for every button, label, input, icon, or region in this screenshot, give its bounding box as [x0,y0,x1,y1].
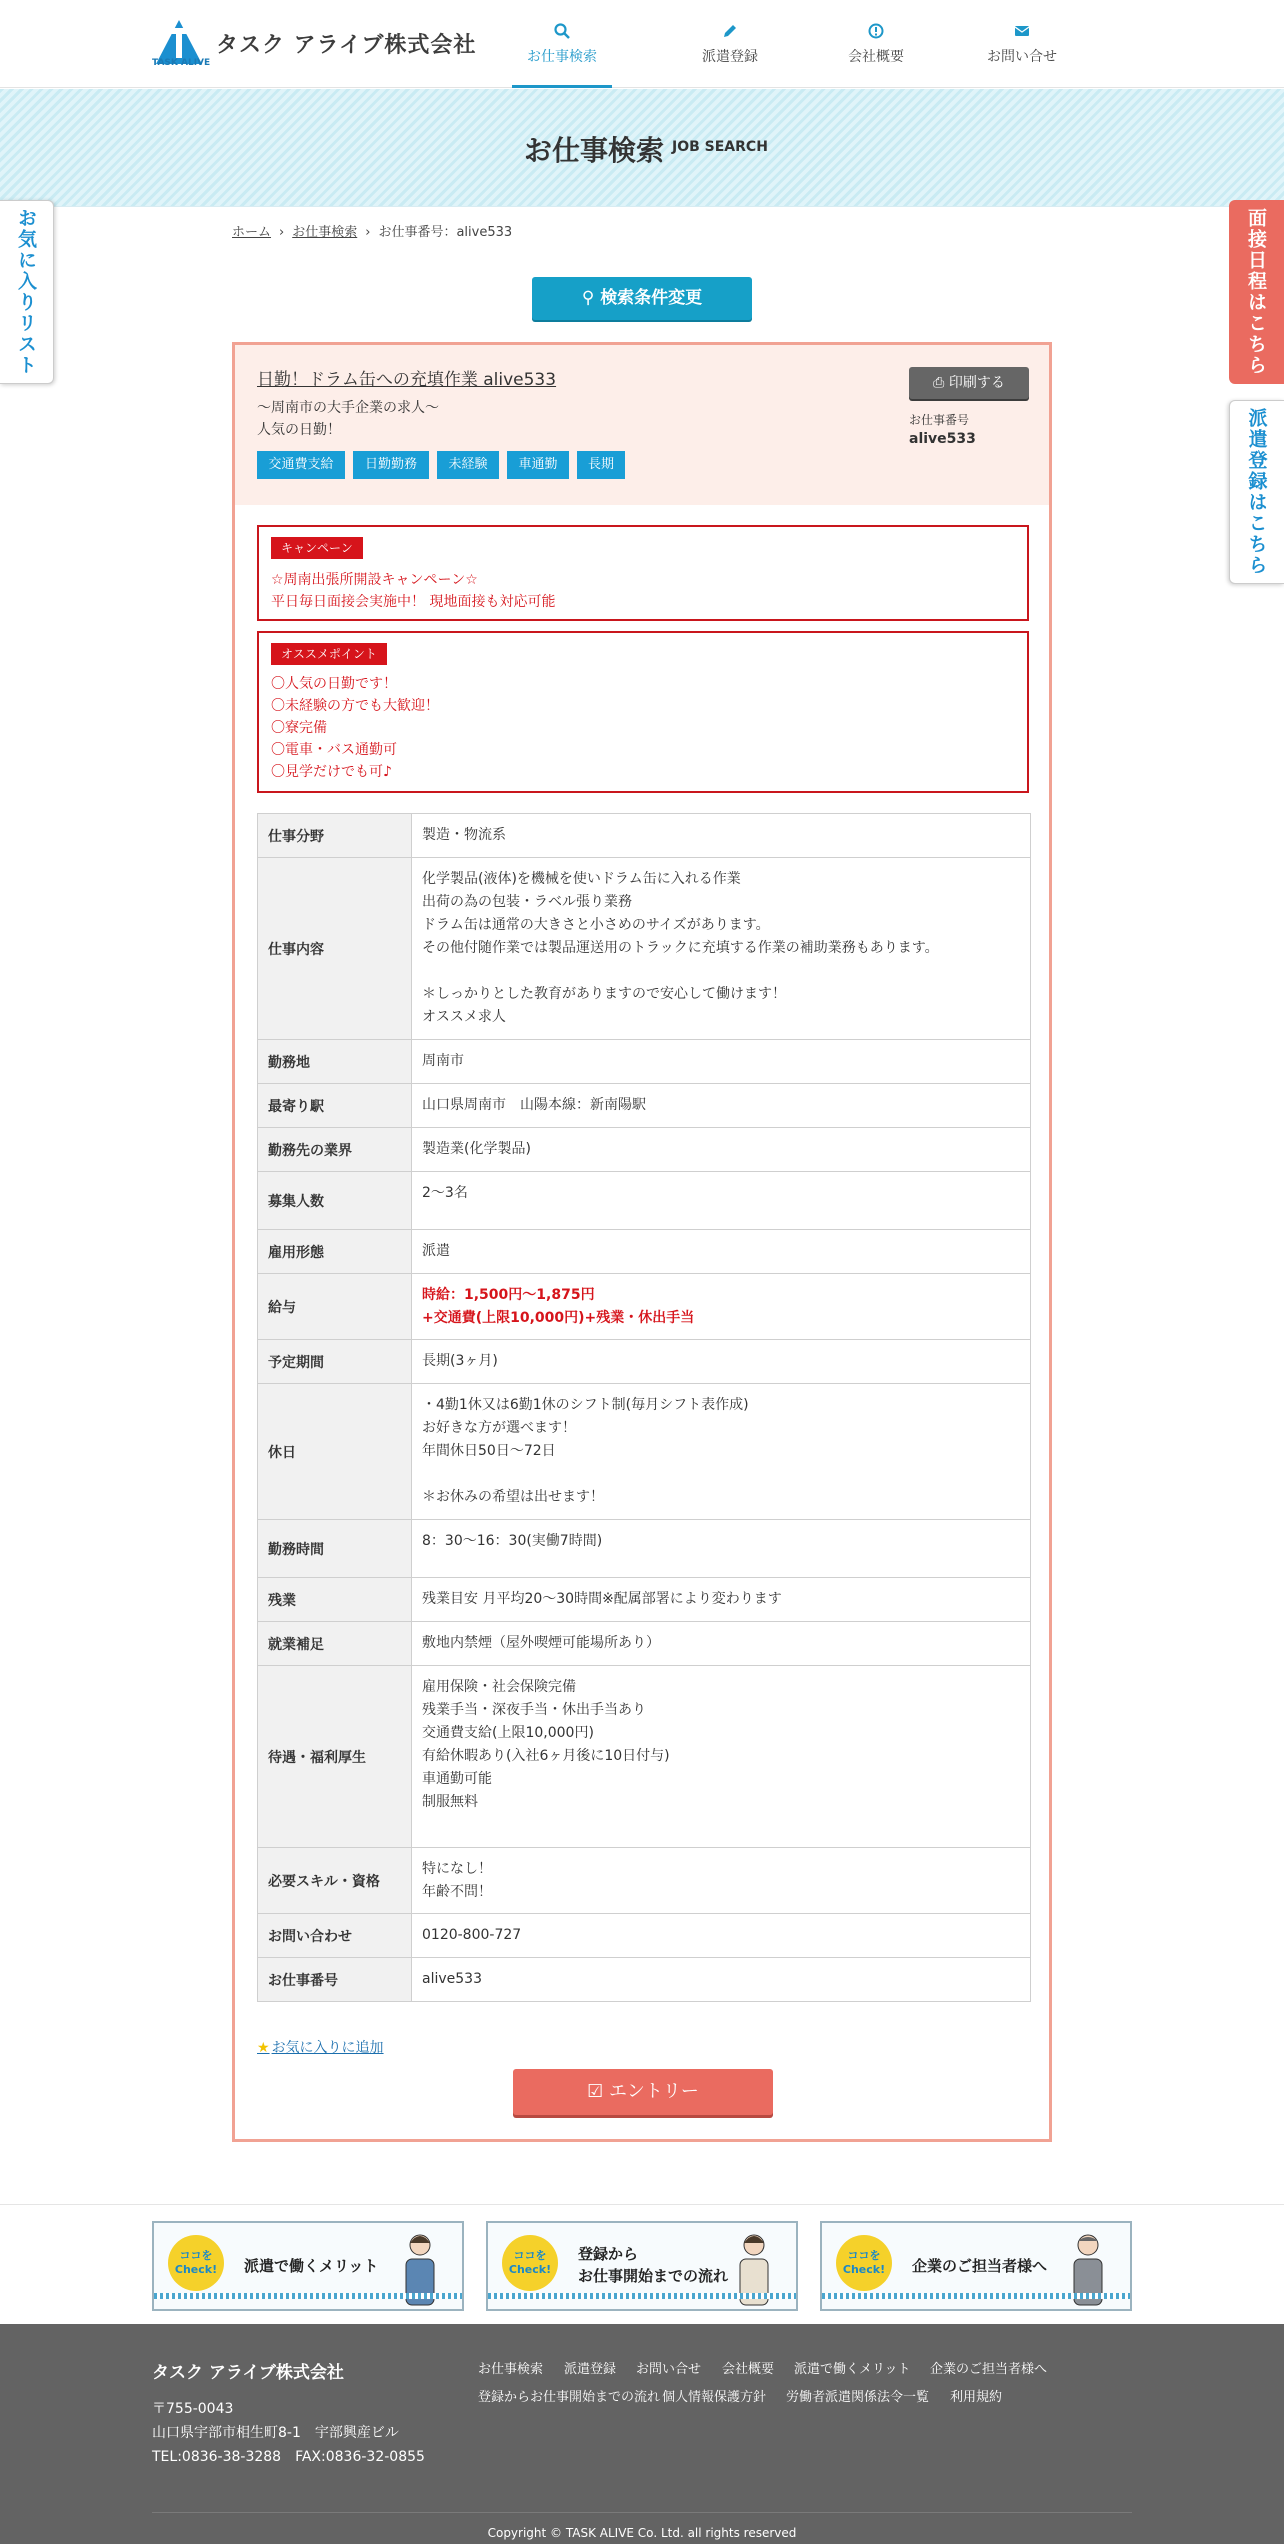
entry-button[interactable] [513,2069,773,2115]
detail-key: 勤務時間 [258,1520,412,1578]
detail-row [258,1128,1031,1172]
detail-value [412,1578,1031,1622]
check-badge: ココを Check! [168,2235,224,2291]
detail-row [258,1520,1031,1578]
detail-key: 就業補足 [258,1622,412,1666]
detail-row [258,1040,1031,1084]
site-footer [0,2324,1284,2544]
nav-registration-label: 派遣登録 [702,49,758,65]
detail-value-line: 特になし！ [422,1861,492,1877]
detail-value [412,1040,1031,1084]
detail-row [258,1848,1031,1914]
detail-value-line: 雇用保険・社会保険完備 [422,1679,576,1695]
detail-row [258,1274,1031,1340]
banner-flow-title-2: お仕事開始までの流れ [578,2267,729,2285]
detail-row [258,1958,1031,2002]
print-button[interactable] [909,367,1029,399]
detail-value-line: 製造・物流系 [422,827,506,843]
banner-flow[interactable] [486,2221,798,2311]
detail-value-line: 交通費支給(上限10,000円) [422,1725,594,1741]
star-icon: ★ [257,2040,270,2056]
detail-value-line: 年齢不問！ [422,1884,492,1900]
detail-value-line: ・4勤1休又は6勤1休のシフト制(毎月シフト表作成) [422,1397,749,1413]
campaign-line: 平日毎日面接会実施中！ 現地面接も対応可能 [271,594,556,610]
footer-link-merit[interactable]: 派遣で働くメリット [794,2362,911,2377]
check-badge: ココを Check! [502,2235,558,2291]
footer-link-privacy[interactable]: 個人情報保護方針 [662,2390,767,2405]
recommend-point: 〇見学だけでも可♪ [271,764,392,780]
banner-merit-title: 派遣で働くメリット [244,2257,379,2275]
detail-value-line [422,1463,1020,1486]
detail-key: 勤務先の業界 [258,1128,412,1172]
chevron-right-icon: › [279,225,285,240]
detail-key: 給与 [258,1274,412,1340]
logo-en-text: TASK ALIVE [152,58,211,68]
detail-value [412,1958,1031,2002]
detail-key: 待遇・福利厚生 [258,1666,412,1848]
recommend-point: 〇電車・バス通勤可 [271,742,397,758]
nav-registration[interactable] [680,0,780,88]
recommend-point: 〇未経験の方でも大歓迎！ [271,698,439,714]
detail-row [258,1084,1031,1128]
chevron-right-icon: › [365,225,371,240]
footer-link-flow[interactable]: 登録からお仕事開始までの流れ [478,2390,661,2405]
check-square-icon: ☑ [587,2081,604,2102]
detail-key: お問い合わせ [258,1914,412,1958]
breadcrumb-search[interactable]: お仕事検索 [292,225,358,240]
detail-row [258,1230,1031,1274]
site-header [0,0,1284,88]
detail-value [412,1520,1031,1578]
footer-tel: TEL:0836-38-3288 FAX:0836-32-0855 [152,2449,425,2465]
detail-value-line: 2～3名 [422,1185,468,1201]
job-tag: 長期 [577,451,625,479]
detail-value-line [422,960,1020,983]
detail-value-line: 時給：1,500円～1,875円 [422,1286,595,1303]
footer-link-registration[interactable]: 派遣登録 [564,2362,617,2377]
job-tag: 交通費支給 [257,451,345,479]
detail-key: 勤務地 [258,1040,412,1084]
detail-key: お仕事番号 [258,1958,412,2002]
banner-companies[interactable] [820,2221,1132,2311]
campaign-box [257,525,1029,621]
detail-key: 募集人数 [258,1172,412,1230]
nav-company-label: 会社概要 [848,49,904,65]
detail-value [412,1128,1031,1172]
detail-value [412,1172,1031,1230]
banner-section [0,2204,1284,2324]
detail-row [258,1384,1031,1520]
detail-value-line: 出荷の為の包装・ラベル張り業務 [422,894,632,910]
envelope-icon [1013,22,1031,40]
interview-schedule-tab[interactable]: 面接日程はこちら [1229,200,1284,384]
footer-link-contact[interactable]: お問い合せ [636,2362,702,2377]
detail-key: 休日 [258,1384,412,1520]
detail-value [412,1914,1031,1958]
job-tag: 日勤勤務 [353,451,429,479]
footer-link-laws[interactable]: 労働者派遣関係法令一覧 [786,2390,930,2405]
detail-row [258,858,1031,1040]
page-subtitle: JOB SEARCH [672,139,768,155]
page-title: お仕事検索 [524,134,665,167]
detail-value-line: ドラム缶は通常の大きさと小さめのサイズがあります。 [422,917,770,933]
detail-value-line: 長期(3ヶ月) [422,1353,498,1369]
detail-key: 雇用形態 [258,1230,412,1274]
detail-value-line: 製造業(化学製品) [422,1141,531,1157]
detail-value-line: オススメ求人 [422,1009,506,1025]
detail-key: 必要スキル・資格 [258,1848,412,1914]
banner-flow-title-1: 登録から [578,2245,639,2263]
detail-key: 残業 [258,1578,412,1622]
detail-value-line: 派遣 [422,1243,450,1259]
nav-job-search[interactable] [512,0,612,88]
job-subtitle-1: ～周南市の大手企業の求人～ [257,400,439,416]
detail-value-line: 周南市 [422,1053,464,1069]
detail-value-line: その他付随作業では製品運送用のトラックに充填する作業の補助業務もあります。 [422,940,939,956]
campaign-line: ☆周南出張所開設キャンペーン☆ [271,572,478,588]
detail-value-line: 残業手当・深夜手当・休出手当あり [422,1702,646,1718]
site-logo[interactable] [152,18,477,72]
recommend-points-label: オススメポイント [271,643,387,665]
job-number-label: お仕事番号 [909,413,970,427]
detail-value [412,814,1031,858]
detail-value [412,1848,1031,1914]
detail-value-line: 年間休日50日～72日 [422,1443,556,1459]
page-hero [0,89,1284,207]
detail-value-line: ＊お休みの希望は出せます！ [422,1489,604,1505]
detail-value-line: 車通勤可能 [422,1771,492,1787]
footer-link-company[interactable]: 会社概要 [722,2362,775,2377]
job-detail-table [257,813,1031,2002]
detail-value [412,1340,1031,1384]
nav-contact[interactable] [972,0,1072,88]
detail-value-line: 8：30～16：30(実働7時間) [422,1533,603,1549]
detail-value [412,1622,1031,1666]
banner-stripe [154,2293,462,2299]
campaign-label: キャンペーン [271,537,363,559]
add-to-favorites-link[interactable] [257,2037,384,2057]
info-circle-icon [867,22,885,40]
detail-key: 仕事内容 [258,858,412,1040]
detail-value [412,1666,1031,1848]
detail-row [258,1666,1031,1848]
job-number-value: alive533 [909,431,976,447]
change-search-button[interactable] [532,277,752,320]
detail-value [412,1230,1031,1274]
check-badge: ココを Check! [836,2235,892,2291]
footer-company-name: タスク アライブ株式会社 [152,2363,344,2383]
detail-row [258,1340,1031,1384]
detail-value-line: 山口県周南市 山陽本線：新南陽駅 [422,1097,646,1113]
detail-value-line: お好きな方が選べます！ [422,1420,576,1436]
detail-row [258,1172,1031,1230]
detail-value [412,1274,1031,1340]
detail-key: 仕事分野 [258,814,412,858]
footer-address: 山口県宇部市相生町8-1 宇部興産ビル [152,2425,399,2441]
job-tag: 未経験 [437,451,499,479]
banner-companies-title: 企業のご担当者様へ [912,2257,1048,2275]
banner-stripe [822,2293,1130,2299]
recommend-points-box [257,631,1029,793]
add-to-favorites-label: お気に入りに追加 [271,2040,384,2056]
entry-label: エントリー [608,2081,699,2102]
detail-key: 最寄り駅 [258,1084,412,1128]
detail-value-line: 有給休暇あり(入社6ヶ月後に10日付与) [422,1748,670,1764]
detail-value-line: +交通費(上限10,000円)+残業・休出手当 [422,1309,695,1326]
pencil-icon [721,22,739,40]
footer-link-job-search[interactable]: お仕事検索 [478,2362,544,2377]
detail-value [412,1084,1031,1128]
footer-copyright: Copyright © TASK ALIVE Co. Ltd. all rights reserved [487,2526,797,2540]
nav-contact-label: お問い合せ [987,49,1057,65]
banner-merit[interactable] [152,2221,464,2311]
search-icon [553,22,571,40]
job-title[interactable]: 日勤！ドラム缶への充填作業 alive533 [257,370,557,390]
breadcrumb [232,221,512,240]
recommend-point: 〇人気の日勤です！ [271,676,397,692]
job-detail-card [232,342,1052,2142]
detail-value-line: 0120-800-727 [422,1927,522,1943]
change-search-label: 検索条件変更 [600,288,703,308]
detail-row [258,1914,1031,1958]
breadcrumb-current: お仕事番号：alive533 [378,225,513,240]
job-tag: 車通勤 [507,451,569,479]
detail-row [258,1578,1031,1622]
printer-icon: ⎙ [933,375,945,391]
detail-value [412,1384,1031,1520]
registration-tab[interactable]: 派遣登録はこちら [1229,400,1284,584]
detail-value-line: 制服無料 [422,1794,478,1810]
detail-value-line: ＊しっかりとした教育がありますので安心して働けます！ [422,986,786,1002]
job-subtitle-2: 人気の日勤！ [257,422,341,438]
footer-divider [152,2512,1132,2513]
footer-link-terms[interactable]: 利用規約 [950,2390,1003,2405]
detail-value-line: 化学製品(液体)を機械を使いドラム缶に入れる作業 [422,871,741,887]
print-label: 印刷する [948,375,1005,391]
detail-value-line: alive533 [422,1971,482,1987]
nav-company[interactable] [826,0,926,88]
footer-postal: 〒755-0043 [152,2401,234,2417]
detail-value-line: 残業目安 月平均20～30時間※配属部署により変わります [422,1591,782,1607]
detail-row [258,814,1031,858]
breadcrumb-home[interactable]: ホーム [232,225,272,240]
search-icon: ⚲ [581,288,595,308]
banner-stripe [488,2293,796,2299]
logo-text: タスク アライブ株式会社 [216,33,477,58]
detail-key: 予定期間 [258,1340,412,1384]
job-header [235,345,1049,505]
detail-row [258,1622,1031,1666]
footer-link-companies[interactable]: 企業のご担当者様へ [930,2362,1048,2377]
recommend-point: 〇寮完備 [271,720,327,736]
detail-value [412,858,1031,1040]
nav-job-search-label: お仕事検索 [527,49,597,65]
favorites-list-tab[interactable]: お気に入りリスト [0,200,54,384]
detail-value-line: 敷地内禁煙（屋外喫煙可能場所あり） [422,1635,660,1651]
